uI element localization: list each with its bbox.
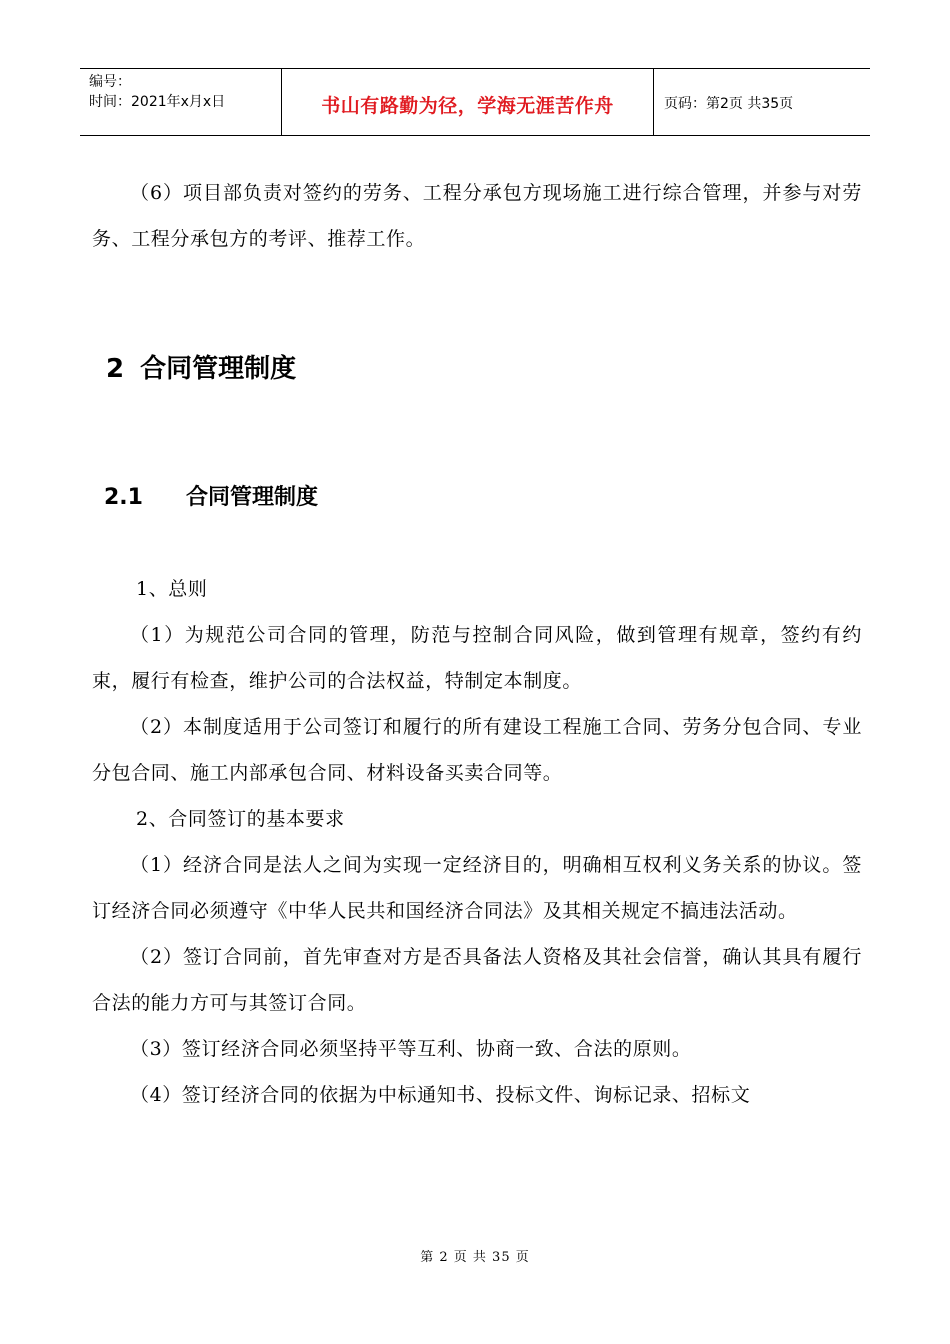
header-meta xyxy=(80,69,282,135)
clause-paragraph: （1）经济合同是法人之间为实现一定经济目的，明确相互权利义务关系的协议。签订经济合同必须遵守《中华人民共和国经济合同法》及其相关规定不搞违法活动。 xyxy=(92,854,862,922)
section-number: 2 xyxy=(106,354,125,384)
body-text xyxy=(92,566,862,1118)
section-heading xyxy=(106,348,296,385)
clause-paragraph: （2）本制度适用于公司签订和履行的所有建设工程施工合同、劳务分包合同、专业分包合同、施工内部承包合同、材料设备买卖合同等。 xyxy=(92,716,862,784)
subsection-number: 2.1 xyxy=(104,485,143,510)
document-date: 时间：2021年x月x日 xyxy=(89,94,226,110)
subsection-heading xyxy=(104,480,318,511)
intro-section xyxy=(92,170,862,262)
header-page-number: 页码：第2页 共35页 xyxy=(664,96,794,112)
page-footer xyxy=(0,1246,950,1265)
header-motto: 书山有路勤为径，学海无涯苦作舟 xyxy=(321,94,614,117)
clause-paragraph: （1）为规范公司合同的管理，防范与控制合同风险，做到管理有规章，签约有约束，履行有检查，维护公司的合法权益，特制定本制度。 xyxy=(92,624,862,692)
document-number-label: 编号： xyxy=(89,74,131,90)
clause-paragraph: （2）签订合同前，首先审查对方是否具备法人资格及其社会信誉，确认其具有履行合法的能力方可与其签订合同。 xyxy=(92,946,862,1014)
clause-paragraph: （4）签订经济合同的依据为中标通知书、投标文件、询标记录、招标文 xyxy=(130,1084,751,1106)
page-header xyxy=(80,68,870,136)
intro-paragraph: （6）项目部负责对签约的劳务、工程分承包方现场施工进行综合管理，并参与对劳务、工程分承包方的考评、推荐工作。 xyxy=(92,182,862,250)
section-title: 合同管理制度 xyxy=(140,354,297,384)
footer-page-number: 第 2 页 共 35 页 xyxy=(420,1250,530,1265)
subsection-title: 合同管理制度 xyxy=(186,485,319,510)
header-motto-cell xyxy=(282,69,654,135)
clause-heading-requirements: 2、合同签订的基本要求 xyxy=(136,808,345,830)
clause-heading-general: 1、总则 xyxy=(136,578,208,600)
header-page-info xyxy=(654,69,870,135)
clause-paragraph: （3）签订经济合同必须坚持平等互利、协商一致、合法的原则。 xyxy=(130,1038,692,1060)
